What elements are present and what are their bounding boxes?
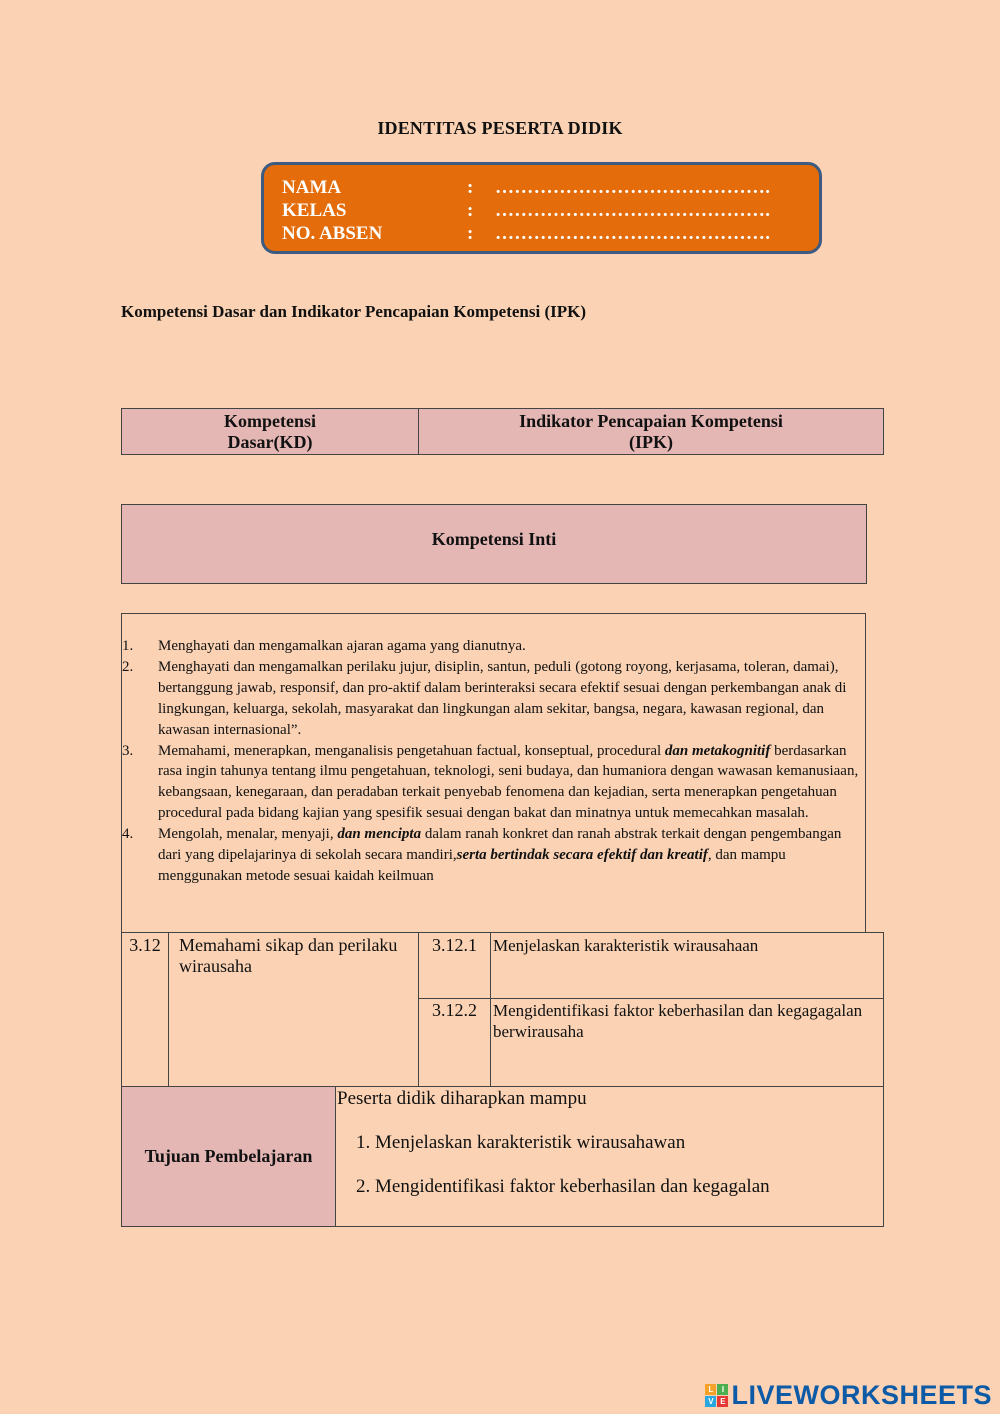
identity-label: NAMA: [282, 177, 342, 198]
nama-field[interactable]: …………………………………….: [495, 177, 771, 198]
ipk-column-header: Indikator Pencapaian Kompetensi (IPK): [419, 409, 884, 455]
tujuan-item: 1. Menjelaskan karakteristik wirausahawan: [356, 1132, 686, 1153]
ipk-code: 3.12.2: [419, 999, 491, 1087]
ki-item-text: Memahami, menerapkan, menganalisis pengetahuan factual, konseptual, procedural: [158, 742, 665, 759]
ipk-text: Menjelaskan karakteristik wirausahaan: [491, 933, 884, 999]
liveworksheets-logo-icon: L I V E: [705, 1384, 728, 1407]
kompetensi-inti-title: Kompetensi Inti: [121, 504, 867, 584]
kompetensi-inti-list: [121, 613, 866, 933]
tujuan-item: 2. Mengidentifikasi faktor keberhasilan dan kegagalan: [356, 1176, 770, 1197]
ki-item-text: Mengolah, menalar, menyaji,: [158, 826, 338, 843]
kd-column-header: Kompetensi Dasar(KD): [122, 409, 419, 455]
ki-item: [122, 741, 867, 825]
kd-ipk-header-table: [121, 408, 884, 455]
absen-field[interactable]: …………………………………….: [495, 223, 771, 244]
section-title: Kompetensi Dasar dan Indikator Pencapaian Kompetensi (IPK): [121, 302, 587, 321]
ipk-text: Mengidentifikasi faktor keberhasilan dan kegagagalan berwirausaha: [491, 999, 884, 1087]
kd-text: Memahami sikap dan perilaku wirausaha: [169, 933, 419, 1087]
identity-box: [261, 162, 822, 254]
identity-label: KELAS: [282, 200, 347, 221]
identity-colon: :: [467, 200, 474, 221]
logo-text: LIVEWORKSHEETS: [731, 1379, 992, 1410]
kd-code: 3.12: [122, 933, 169, 1087]
tujuan-pembelajaran-table: [121, 1086, 884, 1227]
ki-item-text: Menghayati dan mengamalkan perilaku jujur, disiplin, santun, peduli (gotong royong, kerjasama, toleran, damai), bertanggung jawab, responsif, dan pro-aktif dalam berinteraksi secara efektif sesuai dengan perkembangan anak di lingkungan, keluarga, sekolah, masyarakat dan lingkungan alam sekitar, bangsa, negara, kawasan regional, dan kawasan internasional”.: [158, 658, 847, 738]
liveworksheets-logo: [705, 1380, 992, 1410]
ipk-code: 3.12.1: [419, 933, 491, 999]
page-title: IDENTITAS PESERTA DIDIK: [377, 118, 623, 138]
ki-item-text: dan mencipta: [337, 826, 422, 843]
ki-item-text: berdasarkan rasa ingin tahunya tentang ilmu pengetahuan, teknologi, seni budaya, dan humaniora dengan wawasan kemanusiaan, kebangsaan, kenegaraan, dan peradaban terkait penyebab fenomena dan kejadian, serta menerapkan pengetahuan procedural pada bidang kajian yang spesifik sesuai dengan bakat dan minatnya untuk memecahkan masalah.: [158, 742, 859, 822]
ki-item-number: 1.: [122, 638, 134, 654]
ki-item: [122, 824, 867, 887]
tujuan-label: Tujuan Pembelajaran: [122, 1087, 336, 1227]
ki-item-number: 3.: [122, 742, 134, 759]
ki-item: [122, 657, 867, 741]
tujuan-content: [336, 1087, 884, 1227]
ki-item-text: dalam ranah konkret dan ranah abstrak terkait dengan pengembangan dari yang dipelajarinya di sekolah secara mandiri,: [158, 826, 842, 864]
identity-colon: :: [467, 223, 474, 244]
kd-ipk-table: [121, 932, 884, 1087]
ki-item-text: Menghayati dan mengamalkan ajaran agama yang dianutnya.: [158, 638, 526, 654]
tujuan-intro: Peserta didik diharapkan mampu: [337, 1088, 587, 1109]
ki-item-text: , dan mampu menggunakan metode sesuai kaidah keilmuan: [158, 847, 786, 884]
ki-item-text: dan metakognitif: [664, 742, 771, 759]
kelas-field[interactable]: …………………………………….: [495, 200, 771, 221]
identity-label: NO. ABSEN: [282, 223, 383, 244]
ki-item-number: 2.: [122, 658, 134, 675]
ki-item: [122, 636, 867, 657]
identity-colon: :: [467, 177, 474, 198]
ki-item-text: serta bertindak secara efektif dan kreatif: [456, 847, 708, 864]
ki-item-number: 4.: [122, 826, 134, 843]
